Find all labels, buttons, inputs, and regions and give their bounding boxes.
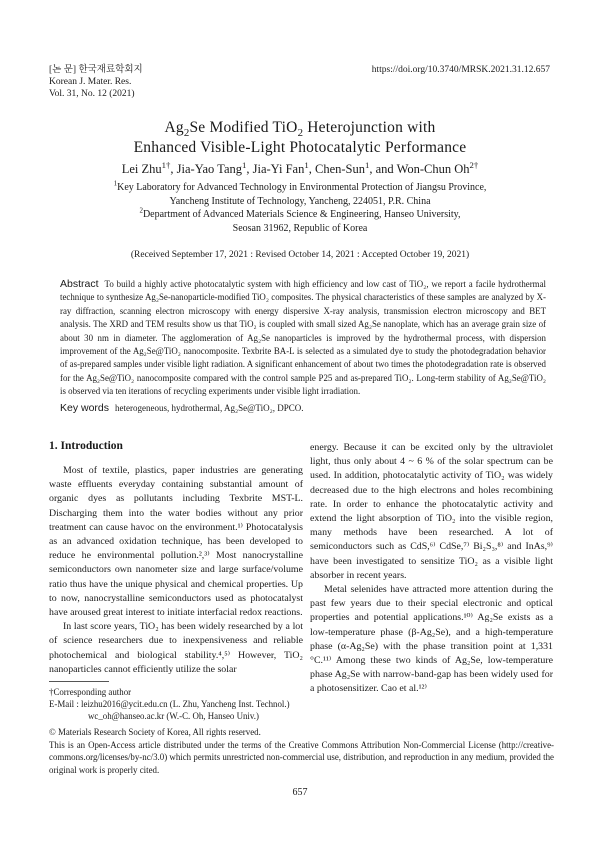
page-number: 657 <box>292 787 308 798</box>
section-heading: 1. Introduction <box>49 440 123 452</box>
footnotes <box>49 686 554 723</box>
affiliation-1: $^1$Key Laboratory for Advanced Technology in Environmental Protection of Jiangsu Province, Yancheng Institute of Technology, Yancheng, 224051, P.R. China <box>113 179 487 207</box>
author: Chen-Sun <box>314 162 365 176</box>
paragraph: In last score years, TiO₂ has been widely researched by a lot of science researchers due to inexpensiveness and reliable photochemical and biological stability.⁴,⁵⁾ However, TiO₂ nanoparticles cannot efficiently utilize the solar <box>49 621 303 675</box>
keywords-text: heterogeneous, hydrothermal, Ag₂Se@TiO₂, DPCO. <box>115 403 304 413</box>
paragraph: energy. Because it can be excited only by the ultraviolet light, thus only about 4 ~ 6 % of the solar spectrum can be used. In addition, photocatalytic activity of TiO₂ was widely decreased due to the high electrons and holes recombining rate. In order to enhance the photocatalytic activity and extend the light absorption of TiO₂ into the visible region, many methods have been researched. A lot of semiconductors such as CdS,⁶⁾ CdSe,⁷⁾ Bi₂S₃,⁸⁾ and InAs,⁹⁾ have been investigated to sensitize TiO₂ as a visible light absorber in recent years. <box>310 442 553 581</box>
email-line: wc_oh@hanseo.ac.kr (W.-C. Oh, Hanseo Univ.) <box>88 711 259 722</box>
license-text: This is an Open-Access article distributed under the terms of the Creative Commons Attribution Non-Commercial License (http://creative-commons.org/licenses/by-nc/3.0) which permits unrestricted non-commercial use, distribution, and reproduction in any medium, provided the original work is properly cited. <box>49 739 554 775</box>
received-dates: (Received September 17, 2021 : Revised October 14, 2021 : Accepted October 19, 2021) <box>130 250 470 260</box>
abstract-label: Abstract <box>60 278 99 290</box>
author: Jia-Yao Tang <box>176 162 242 176</box>
copyright-notice: © Materials Research Society of Korea, All rights reserved. This is an Open-Access article distributed under the terms of the Creative Commons Attribution Non-Commercial License (http://creative-commons.org/licenses/by-nc/3.0) which permits unrestricted non-commercial use, distribution, and reproduction in any medium, provided the original work is properly cited. <box>49 727 554 775</box>
doi-link[interactable]: https://doi.org/10.3740/MRSK.2021.31.12.657 <box>371 65 550 75</box>
keywords-label: Key words <box>60 402 110 414</box>
affiliation-2: $^2$Department of Advanced Materials Science & Engineering, Hanseo University, Seosan 31962, Republic of Korea <box>139 206 461 234</box>
footnote-divider <box>49 681 109 682</box>
paragraph: Metal selenides have attracted more attention during the past few years due to their special electronic and optical properties and potential applications.¹⁰⁾ Ag₂Se exists as a low-temperature phase (β-Ag₂Se), and a high-temperature phase (α-Ag₂Se) with the phase transition point at 1,331 °C.¹¹⁾ Among these two kinds of Ag₂Se, low-temperature phase Ag₂Se with narrow-band-gap has been widely used for a photosensitizer. Cao et al.¹²⁾ <box>310 584 553 695</box>
author-list: Lei Zhu$^{1\dagger}$, Jia-Yao Tang$^1$, Jia-Yi Fan$^1$, Chen-Sun$^1$, and Won-Chun $Oh^{2\dagger}$ <box>121 159 479 176</box>
journal-header <box>49 64 143 100</box>
corresponding-author: †Corresponding author <box>49 687 132 697</box>
author: Jia-Yi Fan <box>252 162 305 176</box>
email-line: E-Mail : leizhu2016@ycit.edu.cn (L. Zhu, Yancheng Inst. Technol.) <box>49 699 290 710</box>
journal-english-name: Korean J. Mater. Res. <box>49 77 132 87</box>
paper-title-line2: Enhanced Visible-Light Photocatalytic Performance <box>133 139 467 156</box>
abstract-text: To build a highly active photocatalytic system with high efficiency and low cast of TiO₂, we report a facile hydrothermal technique to synthesize Ag₂Se-nanoparticle-modified TiO₂ composites. The physical characteristics of these samples are analyzed by X-ray diffraction, scanning electron microscopy with energy dispersive X-ray analysis, transmission electron microscopy and BET analysis. The XRD and TEM results show us that TiO₂ is coupled with small sized Ag₂Se nanoplate, which has an average grain size of about 30 nm in diameter. The agglomeration of Ag₂Se nanoparticles is improved by the hydrothermal process, with dispersion improvement of the Ag₂Se@TiO₂ nanocomposite. Texbrite BA-L is selected as a simulated dye to study the photodegradation behavior of as-prepared samples under visible light radiation. A significant enhancement of about two times the photodegradation rate is observed for the Ag₂Se@TiO₂ nanocomposite compared with the control sample P25 and as-prepared TiO₂. Long-term stability of Ag₂Se@TiO₂ is observed via ten iterations of recycling experiments under visible light irradiation. <box>60 279 546 397</box>
author: Won-Chun Oh <box>396 162 470 176</box>
author: Lei Zhu <box>121 162 162 176</box>
abstract <box>60 278 546 399</box>
paragraph: Most of textile, plastics, paper industries are generating waste effluents everyday containing substantial amount of organic dyes as pollutants including Texbrite MST-L. Discharging them into the water bodies without any prior treatment can cause havoc on the environment.¹⁾ Photocatalysis as an advanced oxidation technique, has been developed to reduce he environmental pollution.²,³⁾ Most nanocrystalline semiconductors own nanometer size and large surface/volume ratio thus have the unique physical and chemical properties. Up to now, nanocrystalline semiconductors used as photocatalyst have aroused great interest to initiate interfacial redox reactions. <box>49 465 303 619</box>
journal-korean-name: [논 문] 한국재료학회지 <box>49 65 143 75</box>
paper-title-line1: $Ag_2Se$ Modified TiO$_2$ Heterojunction with <box>164 119 436 140</box>
left-column <box>49 464 303 677</box>
right-column <box>310 441 553 697</box>
journal-volume: Vol. 31, No. 12 (2021) <box>49 89 135 99</box>
keywords <box>60 402 546 414</box>
